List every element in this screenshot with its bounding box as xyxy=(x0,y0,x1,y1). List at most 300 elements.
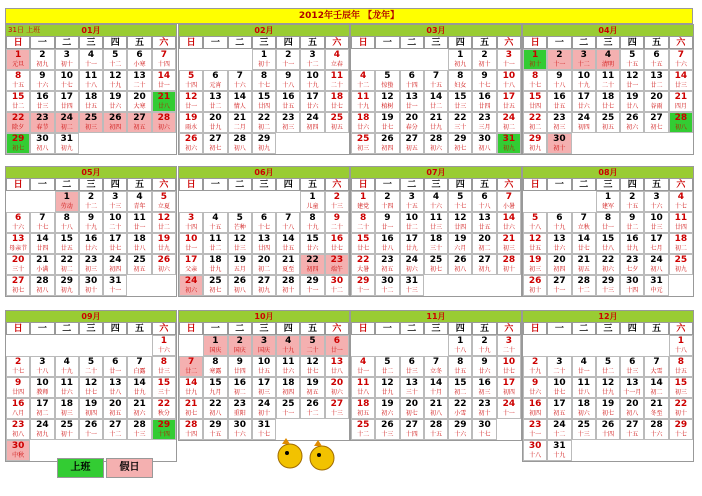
day-cell[interactable] xyxy=(572,419,596,440)
day-cell[interactable] xyxy=(620,275,644,296)
day-cell[interactable] xyxy=(127,254,151,275)
day-cell[interactable] xyxy=(300,112,324,133)
day-cell[interactable] xyxy=(127,398,151,419)
day-cell[interactable] xyxy=(79,212,103,233)
day-cell[interactable] xyxy=(669,356,693,377)
day-cell[interactable] xyxy=(127,70,151,91)
day-cell[interactable] xyxy=(6,377,30,398)
day-cell[interactable] xyxy=(497,91,521,112)
day-cell[interactable] xyxy=(351,212,375,233)
day-cell[interactable] xyxy=(448,254,472,275)
day-cell[interactable] xyxy=(127,356,151,377)
day-cell[interactable] xyxy=(523,70,547,91)
day-cell[interactable] xyxy=(424,70,448,91)
day-cell[interactable] xyxy=(228,377,252,398)
day-cell[interactable] xyxy=(203,335,227,356)
day-cell[interactable] xyxy=(375,70,399,91)
day-cell[interactable] xyxy=(203,356,227,377)
day-cell[interactable] xyxy=(596,112,620,133)
day-cell[interactable] xyxy=(497,356,521,377)
day-cell[interactable] xyxy=(669,377,693,398)
day-cell[interactable] xyxy=(276,398,300,419)
day-cell[interactable] xyxy=(596,419,620,440)
day-cell[interactable] xyxy=(375,419,399,440)
day-cell[interactable] xyxy=(179,70,203,91)
day-cell[interactable] xyxy=(152,419,176,440)
day-cell[interactable] xyxy=(572,377,596,398)
day-cell[interactable] xyxy=(497,254,521,275)
day-cell[interactable] xyxy=(79,356,103,377)
day-cell[interactable] xyxy=(300,233,324,254)
day-cell[interactable] xyxy=(400,112,424,133)
day-cell[interactable] xyxy=(375,133,399,154)
day-cell[interactable] xyxy=(400,191,424,212)
day-cell[interactable] xyxy=(523,254,547,275)
day-cell[interactable] xyxy=(55,275,79,296)
day-cell[interactable] xyxy=(103,398,127,419)
day-cell[interactable] xyxy=(152,212,176,233)
day-cell[interactable] xyxy=(572,356,596,377)
day-cell[interactable] xyxy=(6,254,30,275)
day-cell[interactable] xyxy=(325,70,349,91)
day-cell[interactable] xyxy=(30,398,54,419)
day-cell[interactable] xyxy=(472,212,496,233)
day-cell[interactable] xyxy=(448,398,472,419)
day-cell[interactable] xyxy=(6,133,30,154)
day-cell[interactable] xyxy=(179,275,203,296)
day-cell[interactable] xyxy=(252,70,276,91)
day-cell[interactable] xyxy=(203,133,227,154)
day-cell[interactable] xyxy=(472,112,496,133)
day-cell[interactable] xyxy=(152,377,176,398)
day-cell[interactable] xyxy=(448,112,472,133)
day-cell[interactable] xyxy=(55,49,79,70)
day-cell[interactable] xyxy=(472,91,496,112)
day-cell[interactable] xyxy=(375,356,399,377)
day-cell[interactable] xyxy=(300,212,324,233)
day-cell[interactable] xyxy=(448,212,472,233)
day-cell[interactable] xyxy=(547,419,571,440)
day-cell[interactable] xyxy=(325,233,349,254)
day-cell[interactable] xyxy=(644,191,668,212)
day-cell[interactable] xyxy=(400,275,424,296)
day-cell[interactable] xyxy=(79,112,103,133)
day-cell[interactable] xyxy=(30,377,54,398)
day-cell[interactable] xyxy=(620,254,644,275)
day-cell[interactable] xyxy=(6,233,30,254)
day-cell[interactable] xyxy=(300,356,324,377)
day-cell[interactable] xyxy=(448,49,472,70)
day-cell[interactable] xyxy=(523,133,547,154)
day-cell[interactable] xyxy=(228,335,252,356)
day-cell[interactable] xyxy=(547,133,571,154)
day-cell[interactable] xyxy=(103,377,127,398)
day-cell[interactable] xyxy=(252,91,276,112)
day-cell[interactable] xyxy=(523,49,547,70)
day-cell[interactable] xyxy=(572,233,596,254)
day-cell[interactable] xyxy=(424,191,448,212)
day-cell[interactable] xyxy=(620,419,644,440)
day-cell[interactable] xyxy=(375,91,399,112)
day-cell[interactable] xyxy=(375,233,399,254)
day-cell[interactable] xyxy=(179,377,203,398)
day-cell[interactable] xyxy=(400,70,424,91)
day-cell[interactable] xyxy=(351,275,375,296)
day-cell[interactable] xyxy=(351,91,375,112)
day-cell[interactable] xyxy=(644,377,668,398)
day-cell[interactable] xyxy=(6,419,30,440)
day-cell[interactable] xyxy=(103,254,127,275)
day-cell[interactable] xyxy=(644,112,668,133)
day-cell[interactable] xyxy=(596,212,620,233)
day-cell[interactable] xyxy=(400,212,424,233)
day-cell[interactable] xyxy=(424,377,448,398)
day-cell[interactable] xyxy=(6,275,30,296)
day-cell[interactable] xyxy=(644,398,668,419)
day-cell[interactable] xyxy=(325,356,349,377)
day-cell[interactable] xyxy=(79,191,103,212)
day-cell[interactable] xyxy=(203,212,227,233)
day-cell[interactable] xyxy=(300,377,324,398)
day-cell[interactable] xyxy=(127,191,151,212)
day-cell[interactable] xyxy=(400,377,424,398)
day-cell[interactable] xyxy=(152,233,176,254)
day-cell[interactable] xyxy=(472,49,496,70)
day-cell[interactable] xyxy=(644,233,668,254)
day-cell[interactable] xyxy=(300,49,324,70)
day-cell[interactable] xyxy=(400,419,424,440)
day-cell[interactable] xyxy=(325,91,349,112)
day-cell[interactable] xyxy=(523,112,547,133)
day-cell[interactable] xyxy=(523,212,547,233)
day-cell[interactable] xyxy=(103,275,127,296)
day-cell[interactable] xyxy=(6,212,30,233)
day-cell[interactable] xyxy=(669,419,693,440)
day-cell[interactable] xyxy=(400,254,424,275)
day-cell[interactable] xyxy=(30,419,54,440)
day-cell[interactable] xyxy=(400,91,424,112)
day-cell[interactable] xyxy=(228,254,252,275)
day-cell[interactable] xyxy=(127,233,151,254)
day-cell[interactable] xyxy=(620,233,644,254)
day-cell[interactable] xyxy=(55,212,79,233)
day-cell[interactable] xyxy=(351,377,375,398)
day-cell[interactable] xyxy=(203,70,227,91)
day-cell[interactable] xyxy=(127,49,151,70)
day-cell[interactable] xyxy=(400,233,424,254)
day-cell[interactable] xyxy=(179,356,203,377)
day-cell[interactable] xyxy=(424,356,448,377)
day-cell[interactable] xyxy=(523,356,547,377)
day-cell[interactable] xyxy=(55,398,79,419)
day-cell[interactable] xyxy=(669,191,693,212)
day-cell[interactable] xyxy=(547,233,571,254)
day-cell[interactable] xyxy=(103,191,127,212)
day-cell[interactable] xyxy=(620,212,644,233)
day-cell[interactable] xyxy=(448,233,472,254)
day-cell[interactable] xyxy=(497,212,521,233)
day-cell[interactable] xyxy=(103,70,127,91)
day-cell[interactable] xyxy=(252,133,276,154)
day-cell[interactable] xyxy=(228,212,252,233)
day-cell[interactable] xyxy=(228,356,252,377)
day-cell[interactable] xyxy=(300,91,324,112)
day-cell[interactable] xyxy=(547,377,571,398)
day-cell[interactable] xyxy=(127,212,151,233)
day-cell[interactable] xyxy=(669,398,693,419)
day-cell[interactable] xyxy=(79,70,103,91)
day-cell[interactable] xyxy=(6,91,30,112)
day-cell[interactable] xyxy=(572,275,596,296)
day-cell[interactable] xyxy=(596,91,620,112)
day-cell[interactable] xyxy=(448,70,472,91)
day-cell[interactable] xyxy=(523,419,547,440)
day-cell[interactable] xyxy=(596,70,620,91)
day-cell[interactable] xyxy=(547,49,571,70)
day-cell[interactable] xyxy=(596,356,620,377)
day-cell[interactable] xyxy=(179,133,203,154)
day-cell[interactable] xyxy=(472,70,496,91)
day-cell[interactable] xyxy=(6,356,30,377)
day-cell[interactable] xyxy=(252,398,276,419)
day-cell[interactable] xyxy=(127,91,151,112)
day-cell[interactable] xyxy=(55,191,79,212)
day-cell[interactable] xyxy=(620,112,644,133)
day-cell[interactable] xyxy=(79,91,103,112)
day-cell[interactable] xyxy=(572,112,596,133)
day-cell[interactable] xyxy=(55,233,79,254)
day-cell[interactable] xyxy=(79,419,103,440)
day-cell[interactable] xyxy=(300,275,324,296)
day-cell[interactable] xyxy=(669,233,693,254)
day-cell[interactable] xyxy=(6,440,30,461)
day-cell[interactable] xyxy=(669,112,693,133)
day-cell[interactable] xyxy=(252,254,276,275)
day-cell[interactable] xyxy=(252,233,276,254)
day-cell[interactable] xyxy=(472,133,496,154)
day-cell[interactable] xyxy=(103,356,127,377)
day-cell[interactable] xyxy=(448,419,472,440)
day-cell[interactable] xyxy=(252,335,276,356)
day-cell[interactable] xyxy=(620,398,644,419)
day-cell[interactable] xyxy=(276,233,300,254)
day-cell[interactable] xyxy=(55,91,79,112)
day-cell[interactable] xyxy=(79,233,103,254)
day-cell[interactable] xyxy=(103,91,127,112)
day-cell[interactable] xyxy=(30,356,54,377)
day-cell[interactable] xyxy=(351,133,375,154)
day-cell[interactable] xyxy=(55,377,79,398)
day-cell[interactable] xyxy=(424,112,448,133)
day-cell[interactable] xyxy=(127,377,151,398)
day-cell[interactable] xyxy=(152,191,176,212)
day-cell[interactable] xyxy=(375,398,399,419)
day-cell[interactable] xyxy=(669,49,693,70)
day-cell[interactable] xyxy=(6,112,30,133)
day-cell[interactable] xyxy=(424,233,448,254)
day-cell[interactable] xyxy=(424,419,448,440)
day-cell[interactable] xyxy=(596,398,620,419)
day-cell[interactable] xyxy=(351,356,375,377)
day-cell[interactable] xyxy=(497,233,521,254)
day-cell[interactable] xyxy=(79,254,103,275)
day-cell[interactable] xyxy=(276,356,300,377)
day-cell[interactable] xyxy=(79,49,103,70)
day-cell[interactable] xyxy=(375,191,399,212)
day-cell[interactable] xyxy=(300,254,324,275)
day-cell[interactable] xyxy=(424,398,448,419)
day-cell[interactable] xyxy=(252,49,276,70)
day-cell[interactable] xyxy=(228,70,252,91)
day-cell[interactable] xyxy=(472,398,496,419)
day-cell[interactable] xyxy=(325,275,349,296)
day-cell[interactable] xyxy=(127,112,151,133)
day-cell[interactable] xyxy=(644,254,668,275)
day-cell[interactable] xyxy=(203,91,227,112)
day-cell[interactable] xyxy=(6,49,30,70)
day-cell[interactable] xyxy=(620,356,644,377)
day-cell[interactable] xyxy=(497,398,521,419)
day-cell[interactable] xyxy=(400,398,424,419)
day-cell[interactable] xyxy=(152,398,176,419)
day-cell[interactable] xyxy=(103,419,127,440)
day-cell[interactable] xyxy=(325,398,349,419)
day-cell[interactable] xyxy=(228,112,252,133)
day-cell[interactable] xyxy=(523,275,547,296)
day-cell[interactable] xyxy=(300,398,324,419)
day-cell[interactable] xyxy=(252,377,276,398)
day-cell[interactable] xyxy=(300,335,324,356)
day-cell[interactable] xyxy=(497,49,521,70)
day-cell[interactable] xyxy=(179,419,203,440)
day-cell[interactable] xyxy=(547,356,571,377)
day-cell[interactable] xyxy=(103,112,127,133)
day-cell[interactable] xyxy=(30,49,54,70)
day-cell[interactable] xyxy=(351,398,375,419)
day-cell[interactable] xyxy=(203,254,227,275)
day-cell[interactable] xyxy=(325,212,349,233)
day-cell[interactable] xyxy=(669,212,693,233)
day-cell[interactable] xyxy=(351,112,375,133)
day-cell[interactable] xyxy=(228,233,252,254)
day-cell[interactable] xyxy=(79,275,103,296)
day-cell[interactable] xyxy=(620,49,644,70)
day-cell[interactable] xyxy=(203,398,227,419)
day-cell[interactable] xyxy=(523,91,547,112)
day-cell[interactable] xyxy=(325,335,349,356)
day-cell[interactable] xyxy=(669,335,693,356)
day-cell[interactable] xyxy=(30,233,54,254)
day-cell[interactable] xyxy=(30,112,54,133)
day-cell[interactable] xyxy=(572,254,596,275)
day-cell[interactable] xyxy=(179,112,203,133)
day-cell[interactable] xyxy=(375,275,399,296)
day-cell[interactable] xyxy=(30,275,54,296)
day-cell[interactable] xyxy=(276,275,300,296)
day-cell[interactable] xyxy=(325,191,349,212)
day-cell[interactable] xyxy=(55,419,79,440)
day-cell[interactable] xyxy=(203,233,227,254)
day-cell[interactable] xyxy=(375,377,399,398)
day-cell[interactable] xyxy=(252,275,276,296)
day-cell[interactable] xyxy=(448,191,472,212)
day-cell[interactable] xyxy=(547,212,571,233)
day-cell[interactable] xyxy=(400,133,424,154)
day-cell[interactable] xyxy=(497,335,521,356)
day-cell[interactable] xyxy=(152,70,176,91)
day-cell[interactable] xyxy=(30,133,54,154)
day-cell[interactable] xyxy=(228,398,252,419)
day-cell[interactable] xyxy=(276,254,300,275)
day-cell[interactable] xyxy=(325,49,349,70)
day-cell[interactable] xyxy=(325,254,349,275)
day-cell[interactable] xyxy=(596,254,620,275)
day-cell[interactable] xyxy=(55,254,79,275)
day-cell[interactable] xyxy=(179,254,203,275)
day-cell[interactable] xyxy=(152,356,176,377)
day-cell[interactable] xyxy=(351,70,375,91)
day-cell[interactable] xyxy=(448,377,472,398)
day-cell[interactable] xyxy=(644,91,668,112)
day-cell[interactable] xyxy=(152,254,176,275)
day-cell[interactable] xyxy=(103,233,127,254)
day-cell[interactable] xyxy=(55,356,79,377)
day-cell[interactable] xyxy=(276,377,300,398)
day-cell[interactable] xyxy=(30,212,54,233)
day-cell[interactable] xyxy=(228,419,252,440)
day-cell[interactable] xyxy=(572,398,596,419)
day-cell[interactable] xyxy=(448,133,472,154)
day-cell[interactable] xyxy=(669,70,693,91)
day-cell[interactable] xyxy=(523,233,547,254)
day-cell[interactable] xyxy=(448,91,472,112)
day-cell[interactable] xyxy=(103,49,127,70)
day-cell[interactable] xyxy=(572,49,596,70)
day-cell[interactable] xyxy=(351,254,375,275)
day-cell[interactable] xyxy=(375,212,399,233)
day-cell[interactable] xyxy=(424,212,448,233)
day-cell[interactable] xyxy=(152,112,176,133)
day-cell[interactable] xyxy=(179,398,203,419)
day-cell[interactable] xyxy=(228,91,252,112)
day-cell[interactable] xyxy=(300,191,324,212)
day-cell[interactable] xyxy=(644,70,668,91)
day-cell[interactable] xyxy=(644,356,668,377)
day-cell[interactable] xyxy=(669,254,693,275)
day-cell[interactable] xyxy=(252,356,276,377)
day-cell[interactable] xyxy=(596,233,620,254)
day-cell[interactable] xyxy=(620,377,644,398)
day-cell[interactable] xyxy=(325,377,349,398)
day-cell[interactable] xyxy=(103,212,127,233)
day-cell[interactable] xyxy=(30,91,54,112)
day-cell[interactable] xyxy=(644,49,668,70)
day-cell[interactable] xyxy=(424,254,448,275)
day-cell[interactable] xyxy=(179,212,203,233)
day-cell[interactable] xyxy=(497,112,521,133)
day-cell[interactable] xyxy=(523,398,547,419)
day-cell[interactable] xyxy=(276,49,300,70)
day-cell[interactable] xyxy=(472,191,496,212)
day-cell[interactable] xyxy=(472,233,496,254)
day-cell[interactable] xyxy=(547,91,571,112)
day-cell[interactable] xyxy=(6,398,30,419)
day-cell[interactable] xyxy=(276,112,300,133)
day-cell[interactable] xyxy=(375,112,399,133)
day-cell[interactable] xyxy=(572,70,596,91)
day-cell[interactable] xyxy=(351,233,375,254)
day-cell[interactable] xyxy=(572,91,596,112)
